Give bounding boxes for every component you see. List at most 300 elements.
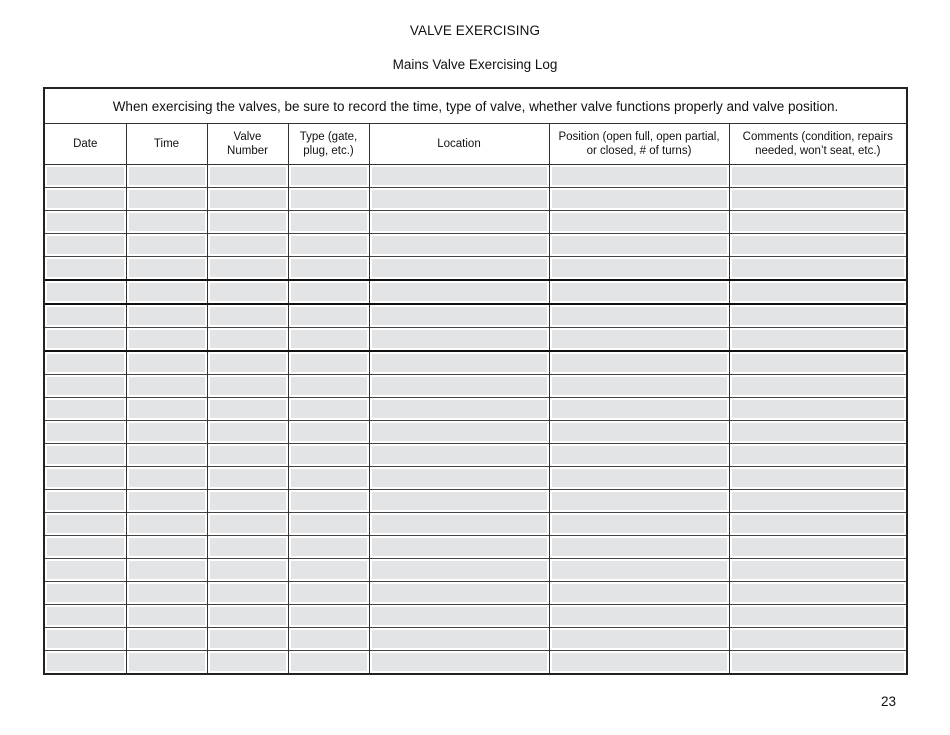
log-cell-valve-number[interactable] [207,467,288,490]
cell-fill [47,354,124,372]
cell-fill [129,515,205,533]
column-header-date [45,124,126,165]
cell-fill [372,307,547,325]
log-cell-valve-number[interactable] [207,375,288,398]
log-cell-date[interactable] [45,257,126,281]
log-cell-location[interactable] [369,444,549,467]
cell-fill [47,283,124,301]
cell-fill [372,400,547,418]
log-cell-valve-number[interactable] [207,188,288,211]
cell-fill [129,653,205,671]
log-cell-location[interactable] [369,421,549,444]
cell-fill [47,307,124,325]
page-number: 23 [880,694,896,709]
log-cell-position[interactable] [549,444,729,467]
log-cell-comments[interactable] [729,304,906,328]
cell-fill [372,213,547,231]
cell-fill [47,400,124,418]
log-cell-position[interactable] [549,351,729,375]
log-cell-type[interactable] [288,605,369,628]
cell-fill [291,423,367,441]
cell-fill [210,307,286,325]
cell-fill [129,469,205,487]
log-cell-comments[interactable] [729,234,906,257]
log-cell-comments[interactable] [729,351,906,375]
cell-fill [552,538,727,556]
cell-fill [291,330,367,348]
log-cell-valve-number[interactable] [207,444,288,467]
cell-fill [129,377,205,395]
log-cell-location[interactable] [369,605,549,628]
cell-fill [372,607,547,625]
log-cell-date[interactable] [45,165,126,188]
log-cell-position[interactable] [549,188,729,211]
log-cell-valve-number[interactable] [207,257,288,281]
cell-fill [732,515,905,533]
log-cell-valve-number[interactable] [207,304,288,328]
log-cell-position[interactable] [549,559,729,582]
cell-fill [210,653,286,671]
log-cell-location[interactable] [369,490,549,513]
log-cell-valve-number[interactable] [207,398,288,421]
cell-fill [210,446,286,464]
log-cell-type[interactable] [288,467,369,490]
cell-fill [732,190,905,208]
cell-fill [291,259,367,277]
log-cell-time[interactable] [126,398,207,421]
cell-fill [372,190,547,208]
cell-fill [552,307,727,325]
log-cell-valve-number[interactable] [207,328,288,352]
log-cell-comments[interactable] [729,651,906,674]
cell-fill [291,492,367,510]
log-cell-comments[interactable] [729,513,906,536]
log-cell-time[interactable] [126,605,207,628]
log-cell-valve-number[interactable] [207,421,288,444]
log-cell-date[interactable] [45,328,126,352]
cell-fill [210,259,286,277]
cell-fill [47,259,124,277]
log-cell-location[interactable] [369,280,549,304]
log-cell-time[interactable] [126,351,207,375]
log-cell-time[interactable] [126,467,207,490]
log-cell-time[interactable] [126,375,207,398]
cell-fill [732,561,905,579]
log-cell-valve-number[interactable] [207,351,288,375]
log-cell-location[interactable] [369,559,549,582]
cell-fill [732,584,905,602]
log-cell-type[interactable] [288,444,369,467]
cell-fill [291,630,367,648]
log-cell-position[interactable] [549,651,729,674]
cell-fill [210,492,286,510]
log-cell-position[interactable] [549,490,729,513]
log-cell-location[interactable] [369,398,549,421]
log-cell-time[interactable] [126,188,207,211]
cell-fill [210,354,286,372]
cell-fill [291,236,367,254]
log-cell-time[interactable] [126,582,207,605]
cell-fill [552,190,727,208]
cell-fill [372,236,547,254]
log-cell-date[interactable] [45,304,126,328]
cell-fill [47,630,124,648]
log-cell-location[interactable] [369,304,549,328]
log-cell-position[interactable] [549,421,729,444]
cell-fill [47,167,124,185]
log-cell-comments[interactable] [729,280,906,304]
log-cell-date[interactable] [45,628,126,651]
log-cell-location[interactable] [369,375,549,398]
table-header-row [45,124,906,165]
log-cell-position[interactable] [549,328,729,352]
log-cell-type[interactable] [288,559,369,582]
log-cell-date[interactable] [45,351,126,375]
log-cell-date[interactable] [45,211,126,234]
cell-fill [291,213,367,231]
cell-fill [552,259,727,277]
log-subtitle: Mains Valve Exercising Log [392,57,558,72]
cell-fill [552,400,727,418]
log-cell-location[interactable] [369,188,549,211]
log-cell-valve-number[interactable] [207,490,288,513]
log-cell-valve-number[interactable] [207,211,288,234]
cell-fill [129,330,205,348]
log-cell-time[interactable] [126,444,207,467]
log-cell-location[interactable] [369,351,549,375]
cell-fill [47,423,124,441]
cell-fill [552,653,727,671]
cell-fill [129,630,205,648]
cell-fill [129,446,205,464]
log-cell-date[interactable] [45,467,126,490]
log-cell-time[interactable] [126,513,207,536]
cell-fill [210,213,286,231]
cell-fill [47,330,124,348]
log-cell-type[interactable] [288,280,369,304]
cell-fill [552,607,727,625]
log-cell-date[interactable] [45,513,126,536]
log-cell-location[interactable] [369,165,549,188]
log-cell-position[interactable] [549,582,729,605]
log-cell-time[interactable] [126,536,207,559]
log-cell-comments[interactable] [729,444,906,467]
log-cell-time[interactable] [126,559,207,582]
cell-fill [129,167,205,185]
cell-fill [129,354,205,372]
cell-fill [210,400,286,418]
log-cell-position[interactable] [549,304,729,328]
log-cell-time[interactable] [126,628,207,651]
log-cell-comments[interactable] [729,188,906,211]
cell-fill [372,469,547,487]
log-cell-type[interactable] [288,628,369,651]
table-row [45,628,906,651]
log-cell-date[interactable] [45,559,126,582]
cell-fill [552,584,727,602]
table-row [45,375,906,398]
cell-fill [732,377,905,395]
cell-fill [47,213,124,231]
log-cell-time[interactable] [126,421,207,444]
log-cell-comments[interactable] [729,328,906,352]
column-header-line: plug, etc.) [303,145,354,157]
cell-fill [47,653,124,671]
log-cell-date[interactable] [45,234,126,257]
log-cell-comments[interactable] [729,467,906,490]
table-body [45,165,906,674]
log-cell-date[interactable] [45,536,126,559]
valve-exercising-log [43,87,908,675]
log-cell-type[interactable] [288,211,369,234]
log-cell-comments[interactable] [729,375,906,398]
cell-fill [291,538,367,556]
log-cell-position[interactable] [549,628,729,651]
log-cell-type[interactable] [288,536,369,559]
log-cell-time[interactable] [126,490,207,513]
instruction-text: When exercising the valves, be sure to record the time, type of valve, whether valve functions properly and valve position. [45,89,906,124]
cell-fill [210,330,286,348]
log-cell-position[interactable] [549,234,729,257]
cell-fill [210,469,286,487]
cell-fill [210,167,286,185]
log-cell-location[interactable] [369,234,549,257]
cell-fill [47,561,124,579]
cell-fill [732,607,905,625]
cell-fill [552,354,727,372]
cell-fill [552,630,727,648]
table-row [45,165,906,188]
column-header-line: Comments (condition, repairs [742,131,893,143]
cell-fill [129,561,205,579]
log-cell-time[interactable] [126,304,207,328]
column-header-line: Valve [233,131,262,143]
table-row [45,513,906,536]
log-cell-valve-number[interactable] [207,513,288,536]
log-cell-type[interactable] [288,398,369,421]
log-cell-comments[interactable] [729,559,906,582]
log-cell-date[interactable] [45,490,126,513]
cell-fill [552,330,727,348]
log-cell-location[interactable] [369,467,549,490]
cell-fill [210,630,286,648]
cell-fill [372,330,547,348]
cell-fill [372,492,547,510]
log-cell-time[interactable] [126,257,207,281]
log-cell-date[interactable] [45,280,126,304]
log-cell-date[interactable] [45,375,126,398]
log-cell-type[interactable] [288,490,369,513]
column-header-line: needed, won’t seat, etc.) [755,145,881,157]
log-cell-time[interactable] [126,165,207,188]
column-header-line: Time [153,138,180,150]
page-title: VALVE EXERCISING [409,23,541,38]
cell-fill [129,307,205,325]
log-cell-position[interactable] [549,165,729,188]
cell-fill [372,515,547,533]
log-cell-position[interactable] [549,257,729,281]
cell-fill [47,236,124,254]
cell-fill [129,213,205,231]
log-cell-position[interactable] [549,513,729,536]
log-cell-valve-number[interactable] [207,605,288,628]
cell-fill [47,469,124,487]
log-cell-location[interactable] [369,328,549,352]
log-cell-position[interactable] [549,536,729,559]
log-cell-valve-number[interactable] [207,280,288,304]
cell-fill [210,515,286,533]
log-cell-type[interactable] [288,421,369,444]
log-cell-location[interactable] [369,628,549,651]
cell-fill [291,400,367,418]
cell-fill [47,377,124,395]
column-header-line: Location [437,138,481,150]
log-cell-type[interactable] [288,165,369,188]
log-cell-position[interactable] [549,398,729,421]
cell-fill [552,446,727,464]
cell-fill [210,561,286,579]
cell-fill [291,377,367,395]
log-cell-comments[interactable] [729,536,906,559]
table-row [45,398,906,421]
cell-fill [129,538,205,556]
cell-fill [732,423,905,441]
cell-fill [552,167,727,185]
log-cell-type[interactable] [288,328,369,352]
cell-fill [732,630,905,648]
cell-fill [210,584,286,602]
cell-fill [732,167,905,185]
cell-fill [552,236,727,254]
log-cell-date[interactable] [45,421,126,444]
cell-fill [210,236,286,254]
column-header-type [288,124,369,165]
log-cell-location[interactable] [369,257,549,281]
column-header-comments [729,124,906,165]
log-cell-type[interactable] [288,257,369,281]
cell-fill [129,423,205,441]
log-cell-time[interactable] [126,234,207,257]
table-row [45,582,906,605]
log-cell-valve-number[interactable] [207,536,288,559]
log-cell-time[interactable] [126,651,207,674]
log-cell-valve-number[interactable] [207,582,288,605]
log-cell-time[interactable] [126,280,207,304]
cell-fill [291,283,367,301]
table-row [45,328,906,352]
log-cell-time[interactable] [126,328,207,352]
log-cell-type[interactable] [288,651,369,674]
log-cell-type[interactable] [288,582,369,605]
cell-fill [129,283,205,301]
log-cell-date[interactable] [45,398,126,421]
cell-fill [552,423,727,441]
cell-fill [732,492,905,510]
log-cell-location[interactable] [369,211,549,234]
log-cell-date[interactable] [45,651,126,674]
column-header-position [549,124,729,165]
table-row [45,304,906,328]
cell-fill [129,492,205,510]
log-cell-type[interactable] [288,304,369,328]
cell-fill [732,538,905,556]
log-cell-position[interactable] [549,280,729,304]
log-cell-date[interactable] [45,444,126,467]
cell-fill [129,584,205,602]
cell-fill [732,446,905,464]
log-cell-type[interactable] [288,513,369,536]
log-cell-comments[interactable] [729,490,906,513]
log-cell-comments[interactable] [729,398,906,421]
log-cell-time[interactable] [126,211,207,234]
table-row [45,280,906,304]
log-cell-date[interactable] [45,582,126,605]
table-row [45,651,906,674]
log-cell-comments[interactable] [729,628,906,651]
log-cell-date[interactable] [45,605,126,628]
cell-fill [732,283,905,301]
log-cell-comments[interactable] [729,165,906,188]
column-header-valve-number [207,124,288,165]
log-cell-date[interactable] [45,188,126,211]
column-header-line: Position (open full, open partial, [558,131,720,143]
cell-fill [552,492,727,510]
column-header-line: Number [227,145,268,157]
cell-fill [291,515,367,533]
log-cell-position[interactable] [549,375,729,398]
cell-fill [372,653,547,671]
log-cell-valve-number[interactable] [207,651,288,674]
log-cell-position[interactable] [549,467,729,490]
log-cell-valve-number[interactable] [207,165,288,188]
log-cell-comments[interactable] [729,582,906,605]
cell-fill [372,584,547,602]
log-cell-comments[interactable] [729,605,906,628]
log-cell-location[interactable] [369,651,549,674]
cell-fill [291,607,367,625]
log-cell-comments[interactable] [729,421,906,444]
cell-fill [732,469,905,487]
log-cell-position[interactable] [549,211,729,234]
log-cell-position[interactable] [549,605,729,628]
cell-fill [372,561,547,579]
log-cell-type[interactable] [288,351,369,375]
column-header-time [126,124,207,165]
log-cell-comments[interactable] [729,211,906,234]
log-cell-comments[interactable] [729,257,906,281]
log-cell-valve-number[interactable] [207,628,288,651]
column-header-line: Type (gate, [299,131,358,143]
log-cell-type[interactable] [288,188,369,211]
column-header-location [369,124,549,165]
log-cell-location[interactable] [369,513,549,536]
cell-fill [372,538,547,556]
cell-fill [732,236,905,254]
cell-fill [129,400,205,418]
cell-fill [291,653,367,671]
log-cell-valve-number[interactable] [207,559,288,582]
log-cell-location[interactable] [369,582,549,605]
log-cell-location[interactable] [369,536,549,559]
cell-fill [552,469,727,487]
cell-fill [129,259,205,277]
cell-fill [372,259,547,277]
log-cell-type[interactable] [288,234,369,257]
log-cell-type[interactable] [288,375,369,398]
cell-fill [732,330,905,348]
log-cell-valve-number[interactable] [207,234,288,257]
cell-fill [291,167,367,185]
